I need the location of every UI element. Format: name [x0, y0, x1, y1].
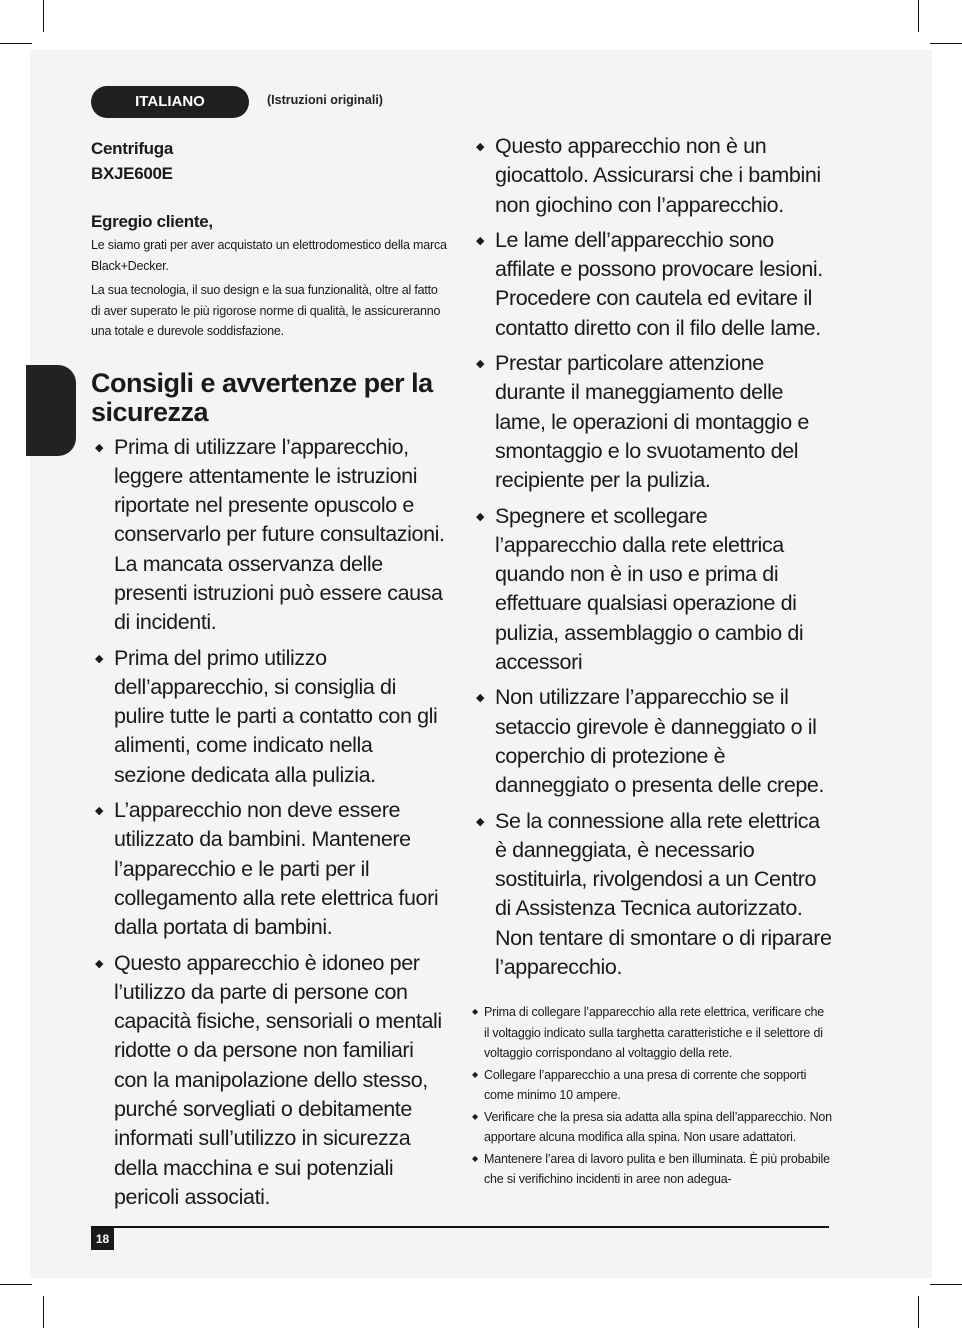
section-heading: Consigli e avvertenze per la sicurezza [91, 367, 433, 427]
crop-mark [0, 1284, 32, 1285]
list-item: ◆ Verificare che la presa sia adatta alla spina dell’apparecchio. Non apportare alcuna modifica alla spina. Non usare adattatori. [472, 1107, 832, 1148]
product-model: BXJE600E [91, 164, 173, 183]
list-item: ◆ Non utilizzare l’apparecchio se il setaccio girevole è danneggiato o il coperchio di protezione è danneggiato o presenta delle crepe. [476, 685, 825, 798]
intro-paragraph: Le siamo grati per aver acquistato un elettrodomestico della marca Black+Decker. [91, 238, 447, 273]
diamond-bullet-icon: ◆ [95, 441, 104, 454]
crop-mark [43, 1296, 44, 1328]
page-number: 18 [91, 1228, 114, 1250]
language-badge: ITALIANO [91, 86, 249, 118]
intro-paragraph: La sua tecnologia, il suo design e la sua funzionalità, oltre al fatto di aver superato le più rigorose norme di qualità, le assicureranno una totale e durevole soddisfazione. [91, 283, 441, 338]
left-column [91, 136, 449, 1218]
crop-mark [930, 43, 962, 44]
diamond-bullet-icon: ◆ [472, 1153, 478, 1163]
diamond-bullet-icon: ◆ [476, 692, 485, 705]
safety-list-right [472, 132, 832, 982]
crop-mark [918, 0, 919, 32]
section-side-tab [26, 365, 76, 456]
list-item: ◆ Prima di utilizzare l’apparecchio, leggere attentamente le istruzioni riportate nel presente opuscolo e conservarlo per future consultazioni. La mancata osservanza delle presenti istruzioni può essere causa di incidenti. [95, 434, 445, 635]
right-column [472, 132, 832, 1191]
diamond-bullet-icon: ◆ [95, 805, 104, 818]
list-item: ◆ Prima del primo utilizzo dell’apparecchio, si consiglia di pulire tutte le parti a contatto con gli alimenti, come indicato nella sezione dedicata alla pulizia. [95, 645, 438, 787]
diamond-bullet-icon: ◆ [476, 510, 485, 523]
diamond-bullet-icon: ◆ [476, 815, 485, 828]
electrical-safety-list [472, 1002, 832, 1190]
diamond-bullet-icon: ◆ [472, 1069, 478, 1079]
footer-divider [91, 1226, 829, 1228]
diamond-bullet-icon: ◆ [95, 957, 104, 970]
greeting: Egregio cliente, [91, 212, 213, 231]
list-item: ◆ Mantenere l’area di lavoro pulita e ben illuminata. È più probabile che si verifichino incidenti in aree non adegua- [472, 1149, 832, 1190]
diamond-bullet-icon: ◆ [476, 141, 485, 153]
crop-mark [0, 43, 32, 44]
crop-mark [43, 0, 44, 32]
list-item: ◆ Questo apparecchio è idoneo per l’utilizzo da parte di persone con capacità fisiche, sensoriali o mentali ridotte o da persone non familiari con la manipolazione dello stesso, purché sorvegliati o debitamente informati sull’utilizzo in sicurezza della macchina e sui potenziali pericoli associati. [95, 950, 442, 1209]
product-name: Centrifuga [91, 139, 174, 158]
diamond-bullet-icon: ◆ [472, 1007, 478, 1017]
list-item: ◆ Collegare l’apparecchio a una presa di corrente che sopporti come minimo 10 ampere. [472, 1065, 832, 1106]
safety-list-left [91, 433, 449, 1213]
crop-mark [930, 1284, 962, 1285]
diamond-bullet-icon: ◆ [476, 358, 485, 371]
list-item: ◆ Questo apparecchio non è un giocattolo. Assicurarsi che i bambini non giochino con l’apparecchio. [476, 134, 821, 217]
original-instructions-label: (Istruzioni originali) [267, 93, 383, 107]
diamond-bullet-icon: ◆ [476, 234, 485, 247]
list-item: ◆ Spegnere et scollegare l’apparecchio dalla rete elettrica quando non è in uso e prima di effettuare qualsiasi operazione di pulizia, assemblaggio o cambio di accessori [476, 503, 804, 675]
diamond-bullet-icon: ◆ [472, 1111, 478, 1121]
list-item: ◆ Prestar particolare attenzione durante il maneggiamento delle lame, le operazioni di montaggio e smontaggio e lo svuotamento del recipiente per la pulizia. [476, 351, 809, 493]
crop-mark [918, 1296, 919, 1328]
list-item: ◆ Prima di collegare l’apparecchio alla rete elettrica, verificare che il voltaggio indicato sulla targhetta caratteristiche e il selettore di voltaggio corrispondano al voltaggio della rete. [472, 1002, 832, 1064]
list-item: ◆ Le lame dell’apparecchio sono affilate e possono provocare lesioni. Procedere con cautela ed evitare il contatto diretto con il filo delle lame. [476, 227, 823, 340]
list-item: ◆ Se la connessione alla rete elettrica è danneggiata, è necessario sostituirla, rivolgendosi a un Centro di Assistenza Tecnica autorizzato. Non tentare di smontare o di riparare l’apparecchio. [476, 808, 832, 980]
list-item: ◆ L’apparecchio non deve essere utilizzato da bambini. Mantenere l’apparecchio e le parti per il collegamento alla rete elettrica fuori dalla portata di bambini. [95, 798, 439, 940]
diamond-bullet-icon: ◆ [95, 652, 104, 665]
